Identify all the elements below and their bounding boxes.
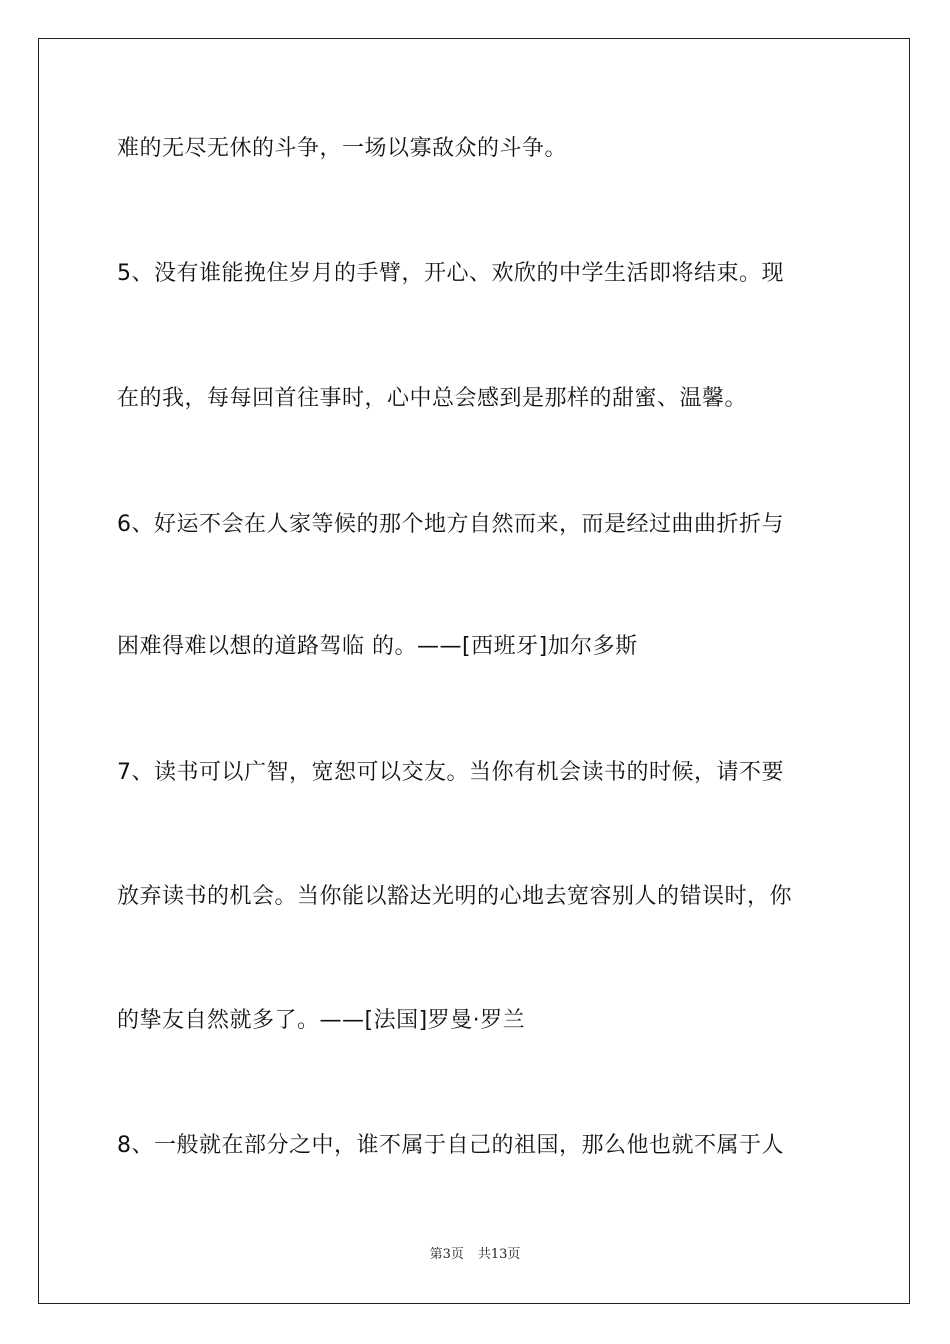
text-line: 6、好运不会在人家等候的那个地方自然而来，而是经过曲曲折折与 bbox=[117, 512, 784, 537]
text-line: 困难得难以想的道路驾临 的。——[西班牙]加尔多斯 bbox=[117, 634, 638, 659]
text-line: 8、一般就在部分之中，谁不属于自己的祖国，那么他也就不属于人 bbox=[117, 1133, 784, 1158]
text-line: 7、读书可以广智，宽恕可以交友。当你有机会读书的时候，请不要 bbox=[117, 760, 784, 785]
text-line: 5、没有谁能挽住岁月的手臂，开心、欢欣的中学生活即将结束。现 bbox=[117, 261, 784, 286]
text-line: 难的无尽无休的斗争，一场以寡敌众的斗争。 bbox=[117, 136, 568, 161]
text-line: 的挚友自然就多了。——[法国]罗曼·罗兰 bbox=[117, 1008, 526, 1033]
total-pages: 共13页 bbox=[477, 1247, 521, 1262]
page-border bbox=[38, 38, 910, 1304]
page-footer bbox=[0, 1246, 950, 1264]
text-line: 放弃读书的机会。当你能以豁达光明的心地去宽容别人的错误时，你 bbox=[117, 884, 793, 909]
text-line: 在的我，每每回首往事时，心中总会感到是那样的甜蜜、温馨。 bbox=[117, 386, 748, 411]
page-number: 第3页 bbox=[429, 1247, 464, 1262]
